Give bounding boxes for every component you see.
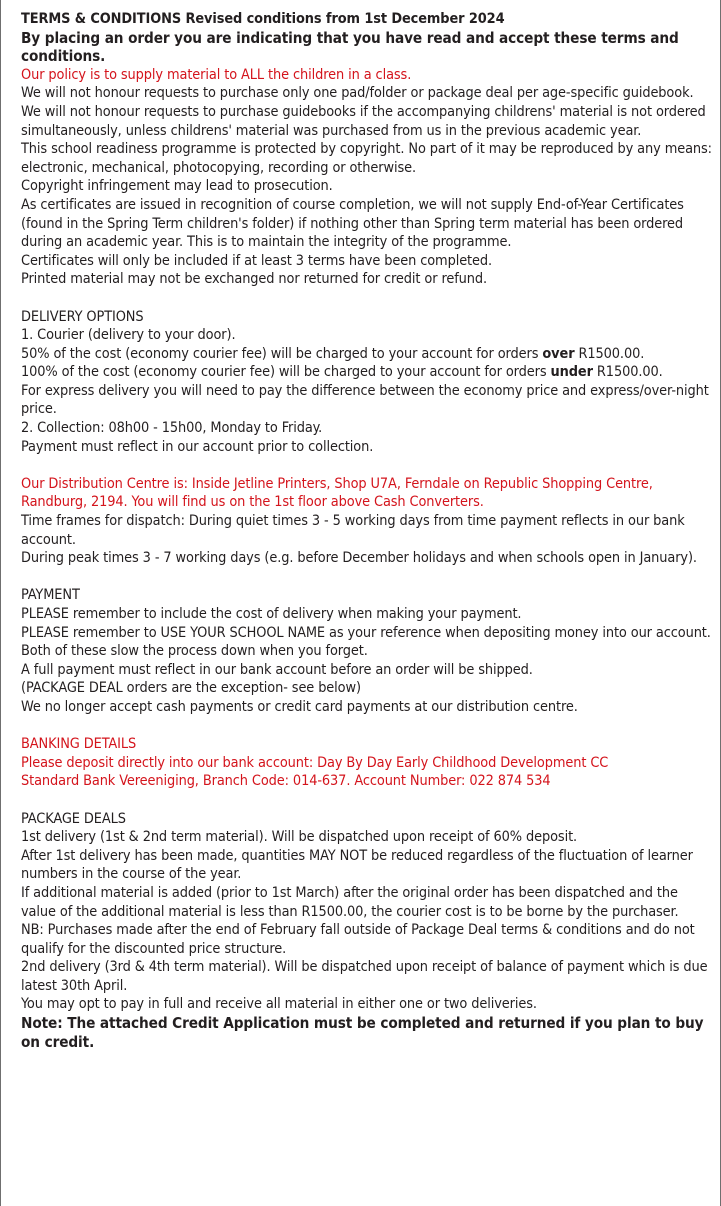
- delivery-collection-note: Payment must reflect in our account prior to collection.: [21, 438, 374, 455]
- package-item: 2nd delivery (3rd & 4th term material). Will be dispatched upon receipt of balance of payment which is due latest 30th April.: [21, 959, 708, 994]
- banking-heading: BANKING DETAILS: [21, 736, 137, 753]
- distribution-centre: Our Distribution Centre is: Inside Jetline Printers, Shop U7A, Ferndale on Republic Shopping Centre, Randburg, 2194. You will find us on the 1st floor above Cash Converters.: [21, 475, 653, 511]
- payment-item: We no longer accept cash payments or credit card payments at our distribution centre.: [21, 698, 578, 715]
- policy-statement: Our policy is to supply material to ALL the children in a class.: [21, 66, 412, 83]
- payment-item: PLEASE remember to USE YOUR SCHOOL NAME as your reference when depositing money into our account.: [21, 624, 711, 641]
- term-item: We will not honour requests to purchase guidebooks if the accompanying childrens' material is not ordered simultaneously, unless childrens' material was purchased from us in the previous academic year.: [21, 103, 706, 139]
- term-item: As certificates are issued in recognition of course completion, we will not supply End-of-Year Certificates (found in the Spring Term children's folder) if nothing other than Spring term material has been ordered during an academic year. This is to maintain the integrity of the programme.: [21, 196, 684, 251]
- package-item: 1st delivery (1st & 2nd term material). Will be dispatched upon receipt of 60% deposit.: [21, 829, 578, 846]
- delivery-over-line: 50% of the cost (economy courier fee) will be charged to your account for orders over R1500.00.: [21, 345, 645, 362]
- package-item: NB: Purchases made after the end of February fall outside of Package Deal terms & conditions and do not qualify for the discounted price structure.: [21, 922, 695, 957]
- package-item: After 1st delivery has been made, quantities MAY NOT be reduced regardless of the fluctuation of learner numbers in the course of the year.: [21, 847, 693, 883]
- term-item: We will not honour requests to purchase only one pad/folder or package deal per age-specific guidebook.: [21, 85, 694, 102]
- banking-line: Please deposit directly into our bank account: Day By Day Early Childhood Development CC: [21, 754, 609, 771]
- payment-heading: PAYMENT: [21, 587, 80, 604]
- document-title: TERMS & CONDITIONS Revised conditions from 1st December 2024: [21, 11, 505, 27]
- package-heading: PACKAGE DEALS: [21, 810, 126, 827]
- banking-account: Standard Bank Vereeniging, Branch Code: 014-637. Account Number: 022 874 534: [21, 773, 551, 790]
- delivery-heading: DELIVERY OPTIONS: [21, 308, 144, 325]
- package-item: You may opt to pay in full and receive all material in either one or two deliveries.: [21, 996, 537, 1013]
- delivery-courier: 1. Courier (delivery to your door).: [21, 327, 236, 344]
- credit-note: Note: The attached Credit Application must be completed and returned if you plan to buy on credit.: [21, 1014, 704, 1051]
- payment-item: Both of these slow the process down when you forget.: [21, 643, 368, 660]
- dispatch-quiet-times: Time frames for dispatch: During quiet times 3 - 5 working days from time payment reflects in our bank account.: [21, 513, 685, 548]
- term-item: Printed material may not be exchanged nor returned for credit or refund.: [21, 271, 488, 288]
- payment-item: PLEASE remember to include the cost of delivery when making your payment.: [21, 606, 522, 622]
- term-item: Certificates will only be included if at least 3 terms have been completed.: [21, 252, 493, 269]
- dispatch-peak-times: During peak times 3 - 7 working days (e.g. before December holidays and when schools open in January).: [21, 550, 697, 567]
- delivery-under-line: 100% of the cost (economy courier fee) will be charged to your account for orders under R1500.00.: [21, 364, 663, 381]
- term-item: Copyright infringement may lead to prosecution.: [21, 178, 333, 195]
- delivery-express: For express delivery you will need to pay the difference between the economy price and express/over-night price.: [21, 382, 709, 418]
- term-item: This school readiness programme is protected by copyright. No part of it may be reproduced by any means: electronic, mechanical, photocopying, recording or otherwise.: [21, 141, 712, 176]
- payment-item: (PACKAGE DEAL orders are the exception- see below): [21, 680, 361, 697]
- package-item: If additional material is added (prior to 1st March) after the original order has been dispatched and the value of the additional material is less than R1500.00, the courier cost is to be borne by the purchaser.: [21, 884, 679, 920]
- acceptance-statement: By placing an order you are indicating that you have read and accept these terms and conditions.: [21, 28, 679, 66]
- payment-item: A full payment must reflect in our bank account before an order will be shipped.: [21, 661, 533, 678]
- delivery-collection: 2. Collection: 08h00 - 15h00, Monday to Friday.: [21, 420, 323, 437]
